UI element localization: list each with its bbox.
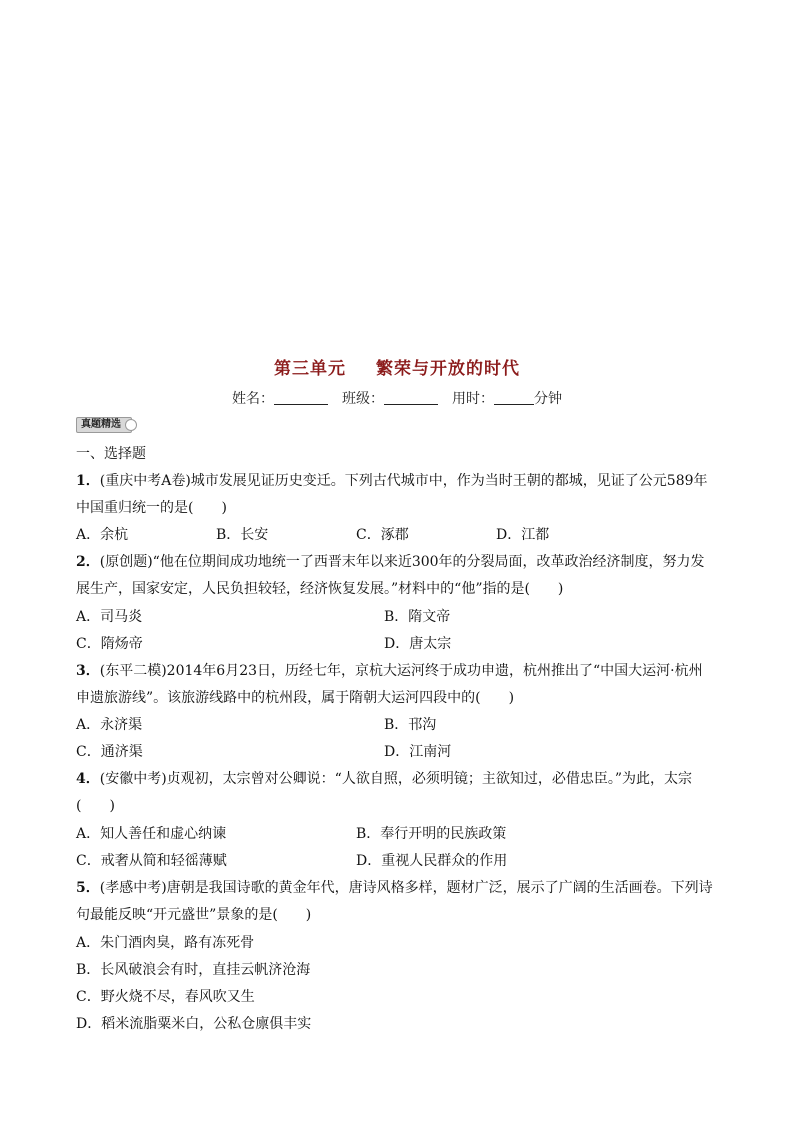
question-1-option-d[interactable]: D．江都 <box>496 527 550 543</box>
question-1-option-c[interactable]: C．涿郡 <box>356 527 409 543</box>
unit-number: 第三单元 <box>274 359 346 379</box>
question-1-text-2: 中国重归统一的是( ) <box>76 500 227 516</box>
section-badge: 真题精选 <box>76 417 132 433</box>
question-2-number: 2． <box>76 554 100 570</box>
class-label: 班级： <box>342 391 384 407</box>
time-blank[interactable] <box>494 390 534 405</box>
question-1-option-b[interactable]: B．长安 <box>216 527 269 543</box>
question-2-option-a[interactable]: A．司马炎 <box>76 609 143 625</box>
section-heading: 一、选择题 <box>76 446 146 462</box>
question-3-option-d[interactable]: D．江南河 <box>384 744 452 760</box>
question-2-option-d[interactable]: D．唐太宗 <box>384 636 452 652</box>
question-2-text-2: 展生产，国家安定，人民负担较轻，经济恢复发展。”材料中的“他”指的是( ) <box>76 581 564 597</box>
question-2-line-1 <box>76 551 705 571</box>
question-5-option-c[interactable]: C．野火烧不尽，春风吹又生 <box>76 989 255 1005</box>
question-4-line-1 <box>76 768 692 788</box>
question-4-option-d[interactable]: D．重视人民群众的作用 <box>356 853 508 869</box>
question-4-text-2: ( ) <box>76 798 115 814</box>
question-4-option-b[interactable]: B．奉行开明的民族政策 <box>356 826 507 842</box>
question-1-text-1: (重庆中考A卷)城市发展见证历史变迁。下列古代城市中，作为当时王朝的都城，见证了公元589年 <box>99 473 708 489</box>
name-label: 姓名： <box>232 391 274 407</box>
question-3-line-1 <box>76 660 703 680</box>
question-4-option-a[interactable]: A．知人善任和虚心纳谏 <box>76 826 227 842</box>
question-2-option-b[interactable]: B．隋文帝 <box>384 609 451 625</box>
question-5-option-a[interactable]: A．朱门酒肉臭，路有冻死骨 <box>76 935 255 951</box>
question-4-text-1: (安徽中考)贞观初，太宗曾对公卿说：“人欲自照，必须明镜；主欲知过，必借忠臣。”为此，太宗 <box>99 771 692 787</box>
unit-subject: 繁荣与开放的时代 <box>376 359 520 379</box>
question-3-text-2: 申遗旅游线”。该旅游线路中的杭州段，属于隋朝大运河四段中的( ) <box>76 690 515 706</box>
unit-title <box>0 354 794 379</box>
question-4-option-c[interactable]: C．戒奢从简和轻徭薄赋 <box>76 853 227 869</box>
question-2-option-c[interactable]: C．隋炀帝 <box>76 636 143 652</box>
name-blank[interactable] <box>274 390 328 405</box>
question-4-number: 4． <box>76 771 100 787</box>
question-1-number: 1． <box>76 473 100 489</box>
question-5-line-1 <box>76 877 713 897</box>
question-5-option-b[interactable]: B．长风破浪会有时，直挂云帆济沧海 <box>76 962 311 978</box>
question-3-option-c[interactable]: C．通济渠 <box>76 744 143 760</box>
question-5-text-2: 句最能反映“开元盛世”景象的是( ) <box>76 907 312 923</box>
question-3-text-1: (东平二模)2014年6月23日，历经七年，京杭大运河终于成功申遗，杭州推出了“中国大运河·杭州 <box>99 663 703 679</box>
time-unit: 分钟 <box>534 391 562 407</box>
question-1-line-1 <box>76 470 708 490</box>
question-3-number: 3． <box>76 663 100 679</box>
question-3-option-a[interactable]: A．永济渠 <box>76 717 143 733</box>
time-label: 用时： <box>452 391 494 407</box>
question-1-option-a[interactable]: A．余杭 <box>76 527 129 543</box>
question-2-text-1: (原创题)“他在位期间成功地统一了西晋末年以来近300年的分裂局面，改革政治经济制度，努力发 <box>99 554 705 570</box>
question-3-option-b[interactable]: B．邗沟 <box>384 717 437 733</box>
question-5-text-1: (孝感中考)唐朝是我国诗歌的黄金年代，唐诗风格多样，题材广泛，展示了广阔的生活画卷。下列诗 <box>99 880 713 896</box>
class-blank[interactable] <box>384 390 438 405</box>
question-5-number: 5． <box>76 880 100 896</box>
student-info-line <box>0 388 794 408</box>
question-5-option-d[interactable]: D．稻米流脂粟米白，公私仓廪俱丰实 <box>76 1016 312 1032</box>
